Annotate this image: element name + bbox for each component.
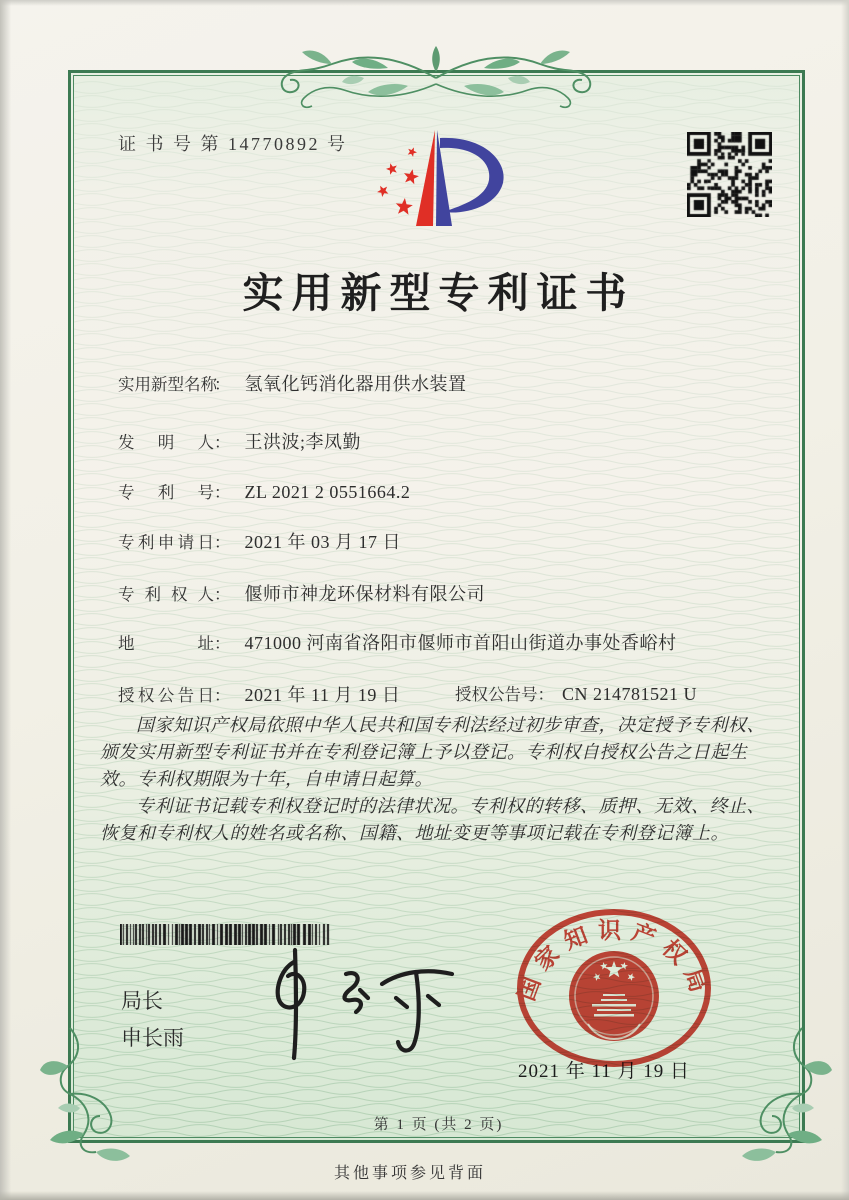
legal-paragraph-2: 专利证书记载专利权登记时的法律状况。专利权的转移、质押、无效、终止、恢复和专利权人的姓名或名称、国籍、地址变更等事项记载在专利登记簿上。 xyxy=(100,796,765,843)
grant-number-group xyxy=(455,681,697,705)
field-colon: ： xyxy=(214,433,231,452)
field-colon: ： xyxy=(214,634,231,653)
field-value: 2021 年 11 月 19 日 xyxy=(244,685,401,705)
grant-number-label: 授权公告号 xyxy=(455,685,538,704)
national-emblem xyxy=(569,951,659,1041)
qr-code xyxy=(687,132,772,217)
field-label: 发明人 xyxy=(118,433,214,452)
field-value: 471000 河南省洛阳市偃师市首阳山街道办事处香峪村 xyxy=(244,633,677,653)
certificate-title: 实用新型专利证书 xyxy=(242,270,635,316)
field-label: 专利申请日 xyxy=(118,533,214,552)
field-row-name xyxy=(0,370,849,394)
signer-name: 申长雨 xyxy=(121,1027,184,1050)
field-label: 实用新型名称 xyxy=(118,375,217,394)
top-flourish-ornament xyxy=(268,38,604,110)
field-colon: ： xyxy=(214,585,231,604)
field-label: 授权公告日 xyxy=(118,686,214,705)
field-row-filing-date xyxy=(0,528,849,552)
field-value: 2021 年 03 月 17 日 xyxy=(244,532,401,552)
seal-ring-text: 国家知识产权局 xyxy=(514,918,714,1004)
scan-edge-top xyxy=(0,0,849,6)
field-value: 偃师市神龙环保材料有限公司 xyxy=(244,584,485,604)
field-label: 专利权人 xyxy=(118,585,214,604)
field-row-patent-number xyxy=(0,479,849,503)
official-seal xyxy=(514,904,714,1068)
grant-number-value: CN 214781521 U xyxy=(562,684,698,704)
certificate-number: 证 书 号 第 14770892 号 xyxy=(118,134,348,154)
field-colon: ： xyxy=(214,533,231,552)
seal-date: 2021 年 11 月 19 日 xyxy=(518,1061,691,1082)
field-colon: ： xyxy=(537,685,554,704)
field-row-inventor xyxy=(0,428,849,452)
field-colon: ： xyxy=(214,375,231,394)
bottom-right-flourish-ornament xyxy=(716,1022,836,1172)
scan-edge-bottom xyxy=(0,1191,849,1200)
cnipa-logo-icon xyxy=(356,120,526,240)
legal-text-block xyxy=(100,712,776,847)
field-colon: ： xyxy=(214,686,231,705)
field-value: 王洪波;李凤勤 xyxy=(244,432,362,452)
field-row-address xyxy=(0,629,849,653)
signer-title: 局长 xyxy=(121,990,163,1013)
field-value: ZL 2021 2 0551664.2 xyxy=(244,482,411,502)
handwritten-signature xyxy=(248,942,462,1066)
field-colon: ： xyxy=(214,483,231,502)
legal-paragraph-1: 国家知识产权局依照中华人民共和国专利法经过初步审查，决定授予专利权、颁发实用新型专利证书并在专利登记簿上予以登记。专利权自授权公告之日起生效。专利权期限为十年，自申请日起算。 xyxy=(100,715,765,789)
footer-note: 其他事项参见背面 xyxy=(333,1165,486,1182)
field-value: 氢氧化钙消化器用供水装置 xyxy=(244,374,467,394)
field-row-patentee xyxy=(0,580,849,604)
field-label: 专利号 xyxy=(118,483,214,502)
page-number: 第 1 页 (共 2 页) xyxy=(373,1117,504,1133)
field-label: 地址 xyxy=(118,634,214,653)
field-row-grant-date xyxy=(0,681,849,705)
